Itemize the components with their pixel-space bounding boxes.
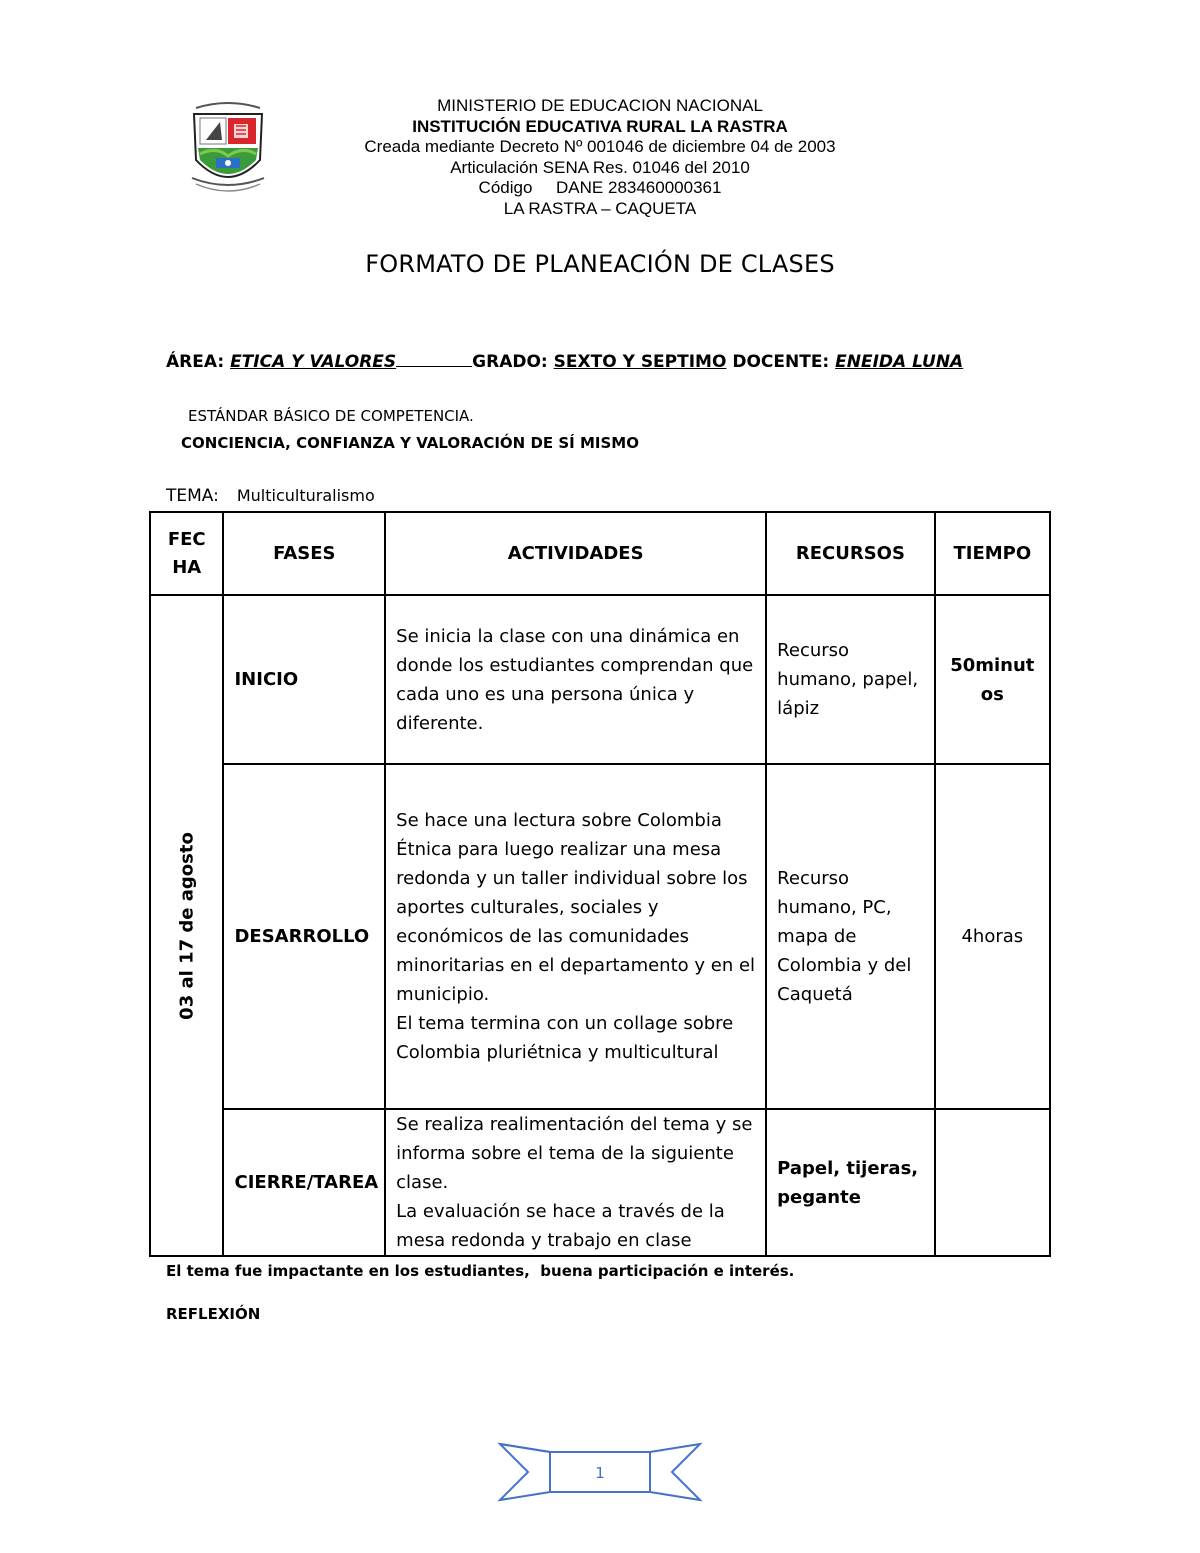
standard-heading: ESTÁNDAR BÁSICO DE COMPETENCIA. [188, 407, 474, 425]
institution-logo [186, 96, 270, 200]
phase-desarrollo: DESARROLLO [223, 764, 385, 1109]
area-underline [396, 350, 472, 367]
phase-cierre: CIERRE/TAREA [223, 1109, 385, 1256]
location: LA RASTRA – CAQUETA [503, 198, 697, 218]
decree-line: Creada mediante Decreto Nº 001046 de diciembre 04 de 2003 [364, 137, 836, 156]
area-label: ÁREA: [166, 352, 225, 372]
time-inicio: 50minutos [935, 595, 1050, 764]
phase-inicio: INICIO [223, 595, 385, 764]
institution-name: INSTITUCIÓN EDUCATIVA RURAL LA RASTRA [412, 116, 788, 136]
class-meta [166, 350, 963, 372]
dane-code: Código DANE 283460000361 [478, 178, 722, 197]
table-row [150, 764, 1050, 1109]
activities-desarrollo-2: El tema termina con un collage sobre Colombia pluriétnica y multicultural [396, 1013, 734, 1063]
standard-text: CONCIENCIA, CONFIANZA Y VALORACIÓN DE SÍ MISMO [181, 434, 639, 452]
activities-desarrollo: Se hace una lectura sobre Colombia Étnica para luego realizar una mesa redonda y un taller individual sobre los aportes culturales, sociales y económicos de las comunidades minoritarias en el departamento y en el municipio. [396, 810, 756, 1005]
activities-cierre: Se realiza realimentación del tema y se informa sobre el tema de la siguiente clase. [396, 1114, 753, 1193]
table-row [150, 1109, 1050, 1256]
header-tiempo: TIEMPO [935, 512, 1050, 595]
date-range: 03 al 17 de agosto [176, 831, 198, 1020]
header-recursos: RECURSOS [766, 512, 934, 595]
header-actividades: ACTIVIDADES [385, 512, 766, 595]
grado-label: GRADO: [472, 352, 548, 372]
activities-desarrollo-cell [385, 764, 766, 1109]
institution-header [300, 96, 900, 219]
topic-line [166, 486, 375, 506]
ministry-name: MINISTERIO DE EDUCACION NACIONAL [437, 96, 763, 115]
table-row [150, 595, 1050, 764]
activities-cierre-2: La evaluación se hace a través de la mesa redonda y trabajo en clase [396, 1201, 725, 1251]
activities-inicio: Se inicia la clase con una dinámica en donde los estudiantes comprendan que cada uno es una persona única y diferente. [385, 595, 766, 764]
resources-inicio: Recurso humano, papel, lápiz [766, 595, 934, 764]
page-number: 1 [595, 1464, 605, 1482]
planning-table [149, 511, 1051, 1257]
docente-label: DOCENTE: [732, 352, 830, 372]
time-cierre [935, 1109, 1050, 1256]
area-value: ETICA Y VALORES [230, 352, 397, 372]
resources-cierre: Papel, tijeras, pegante [766, 1109, 934, 1256]
grado-value: SEXTO Y SEPTIMO [553, 352, 727, 372]
resources-desarrollo: Recurso humano, PC, mapa de Colombia y del Caquetá [766, 764, 934, 1109]
time-desarrollo: 4horas [935, 764, 1050, 1109]
activities-cierre-cell [385, 1109, 766, 1256]
document-title: FORMATO DE PLANEACIÓN DE CLASES [365, 250, 835, 278]
header-fecha: FECHA [150, 512, 223, 595]
conclusion-text: El tema fue impactante en los estudiantes, buena participación e interés. [166, 1262, 795, 1280]
date-cell [150, 595, 223, 1256]
topic-value: Multiculturalismo [236, 486, 375, 505]
reflection-heading: REFLEXIÓN [166, 1305, 261, 1323]
sena-line: Articulación SENA Res. 01046 del 2010 [450, 157, 750, 177]
docente-value: ENEIDA LUNA [835, 352, 964, 372]
table-header-row [150, 512, 1050, 595]
header-fases: FASES [223, 512, 385, 595]
topic-label: TEMA: [166, 486, 219, 506]
